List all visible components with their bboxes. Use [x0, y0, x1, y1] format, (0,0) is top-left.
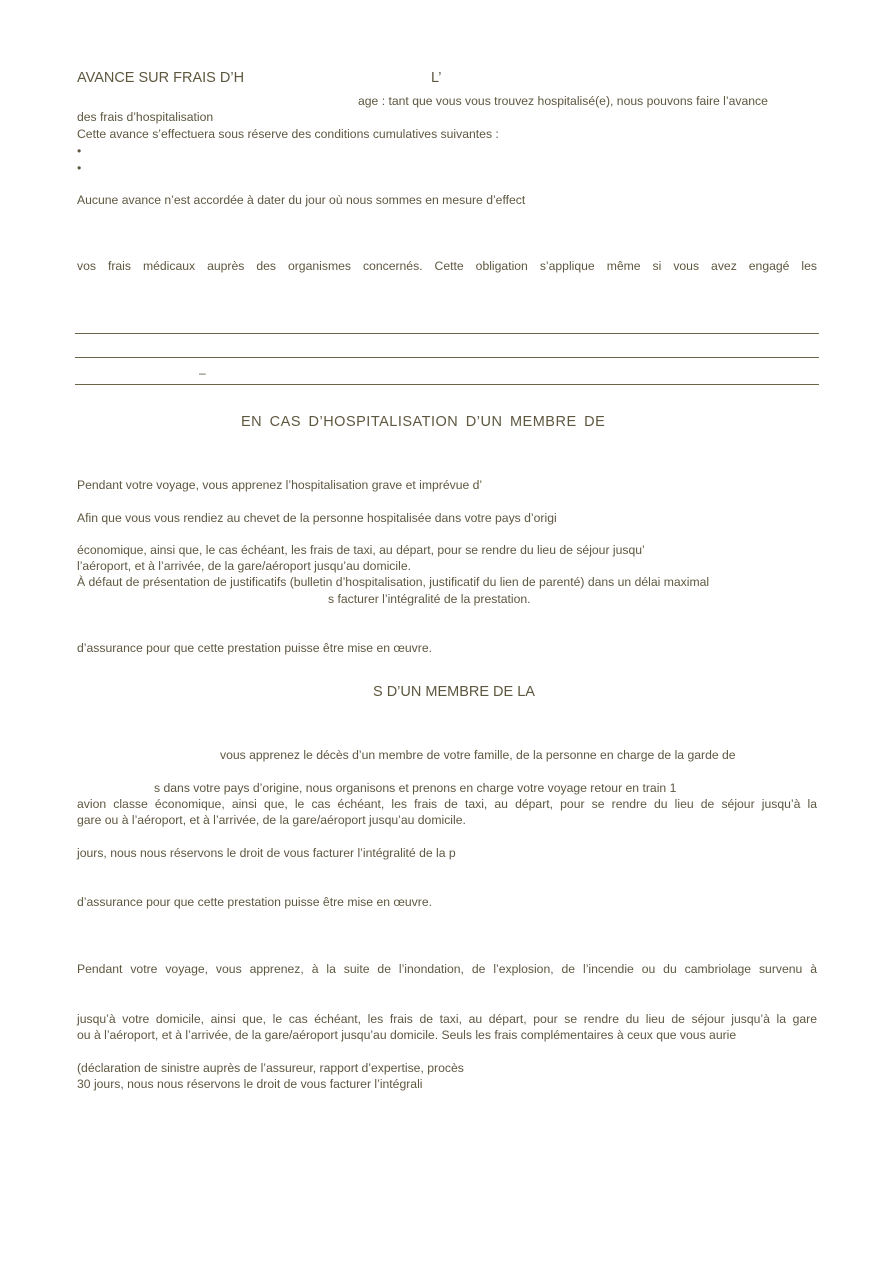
advance-line-4: Aucune avance n’est accordée à dater du jour où nous sommes en mesure d’effect [77, 193, 526, 207]
dash-mark: – [199, 366, 206, 380]
hospitalisation-heading: EN CAS D’HOSPITALISATION D’UN MEMBRE DE [241, 414, 606, 430]
hosp-paragraph-3: économique, ainsi que, le cas échéant, les frais de taxi, au départ, pour se rendre du lieu de séjour jusqu’ [77, 543, 645, 557]
sinistre-paragraph-2: jusqu’à votre domicile, ainsi que, le cas échéant, les frais de taxi, au départ, pour se rendre du lieu de séjour jusqu’à la gare [77, 1012, 817, 1026]
hosp-paragraph-5: À défaut de présentation de justificatifs (bulletin d’hospitalisation, justificatif du lien de parenté) dans un délai maximal [77, 575, 710, 589]
hosp-paragraph-6: s facturer l’intégralité de la prestation. [328, 592, 531, 606]
divider-2 [75, 357, 819, 358]
advance-line-1: age : tant que vous vous trouvez hospitalisé(e), nous pouvons faire l’avance [358, 94, 768, 108]
advance-line-2: des frais d’hospitalisation [77, 110, 214, 124]
deces-paragraph-1: vous apprenez le décès d’un membre de votre famille, de la personne en charge de la garde de [220, 748, 736, 762]
deces-paragraph-6: d’assurance pour que cette prestation puisse être mise en œuvre. [77, 895, 432, 909]
deces-heading: S D’UN MEMBRE DE LA [373, 684, 535, 700]
bullet-1: • [77, 144, 82, 158]
deces-paragraph-2: s dans votre pays d’origine, nous organisons et prenons en charge votre voyage retour en train 1 [154, 781, 677, 795]
sinistre-paragraph-3: ou à l’aéroport, et à l’arrivée, de la gare/aéroport jusqu’au domicile. Seuls les frais complémentaires à ceux que vous aurie [77, 1028, 737, 1042]
hosp-paragraph-2: Afin que vous vous rendiez au chevet de la personne hospitalisée dans votre pays d’origi [77, 511, 557, 525]
advance-title-end: L’ [431, 70, 442, 86]
sinistre-paragraph-4: (déclaration de sinistre auprès de l’assureur, rapport d’expertise, procès [77, 1061, 464, 1075]
hosp-paragraph-4: l’aéroport, et à l’arrivée, de la gare/aéroport jusqu’au domicile. [77, 559, 411, 573]
sinistre-paragraph-5: 30 jours, nous nous réservons le droit de vous facturer l’intégrali [77, 1077, 423, 1091]
hosp-paragraph-7: d’assurance pour que cette prestation puisse être mise en œuvre. [77, 641, 432, 655]
deces-paragraph-5: jours, nous nous réservons le droit de vous facturer l’intégralité de la p [77, 846, 456, 860]
bullet-2: • [77, 161, 82, 175]
advance-title-start: AVANCE SUR FRAIS D’H [77, 70, 245, 86]
advance-line-3: Cette avance s’effectuera sous réserve des conditions cumulatives suivantes : [77, 127, 499, 141]
advance-line-5: vos frais médicaux auprès des organismes concernés. Cette obligation s’applique même si vous avez engagé les [77, 259, 817, 273]
divider-3 [75, 384, 819, 385]
hosp-paragraph-1: Pendant votre voyage, vous apprenez l’hospitalisation grave et imprévue d’ [77, 478, 483, 492]
sinistre-paragraph-1: Pendant votre voyage, vous apprenez, à la suite de l’inondation, de l’explosion, de l’incendie ou du cambriolage survenu à [77, 962, 817, 976]
deces-paragraph-3: avion classe économique, ainsi que, le cas échéant, les frais de taxi, au départ, pour se rendre du lieu de séjour jusqu’à la [77, 797, 817, 811]
deces-paragraph-4: gare ou à l’aéroport, et à l’arrivée, de la gare/aéroport jusqu’au domicile. [77, 813, 466, 827]
divider-1 [75, 333, 819, 334]
